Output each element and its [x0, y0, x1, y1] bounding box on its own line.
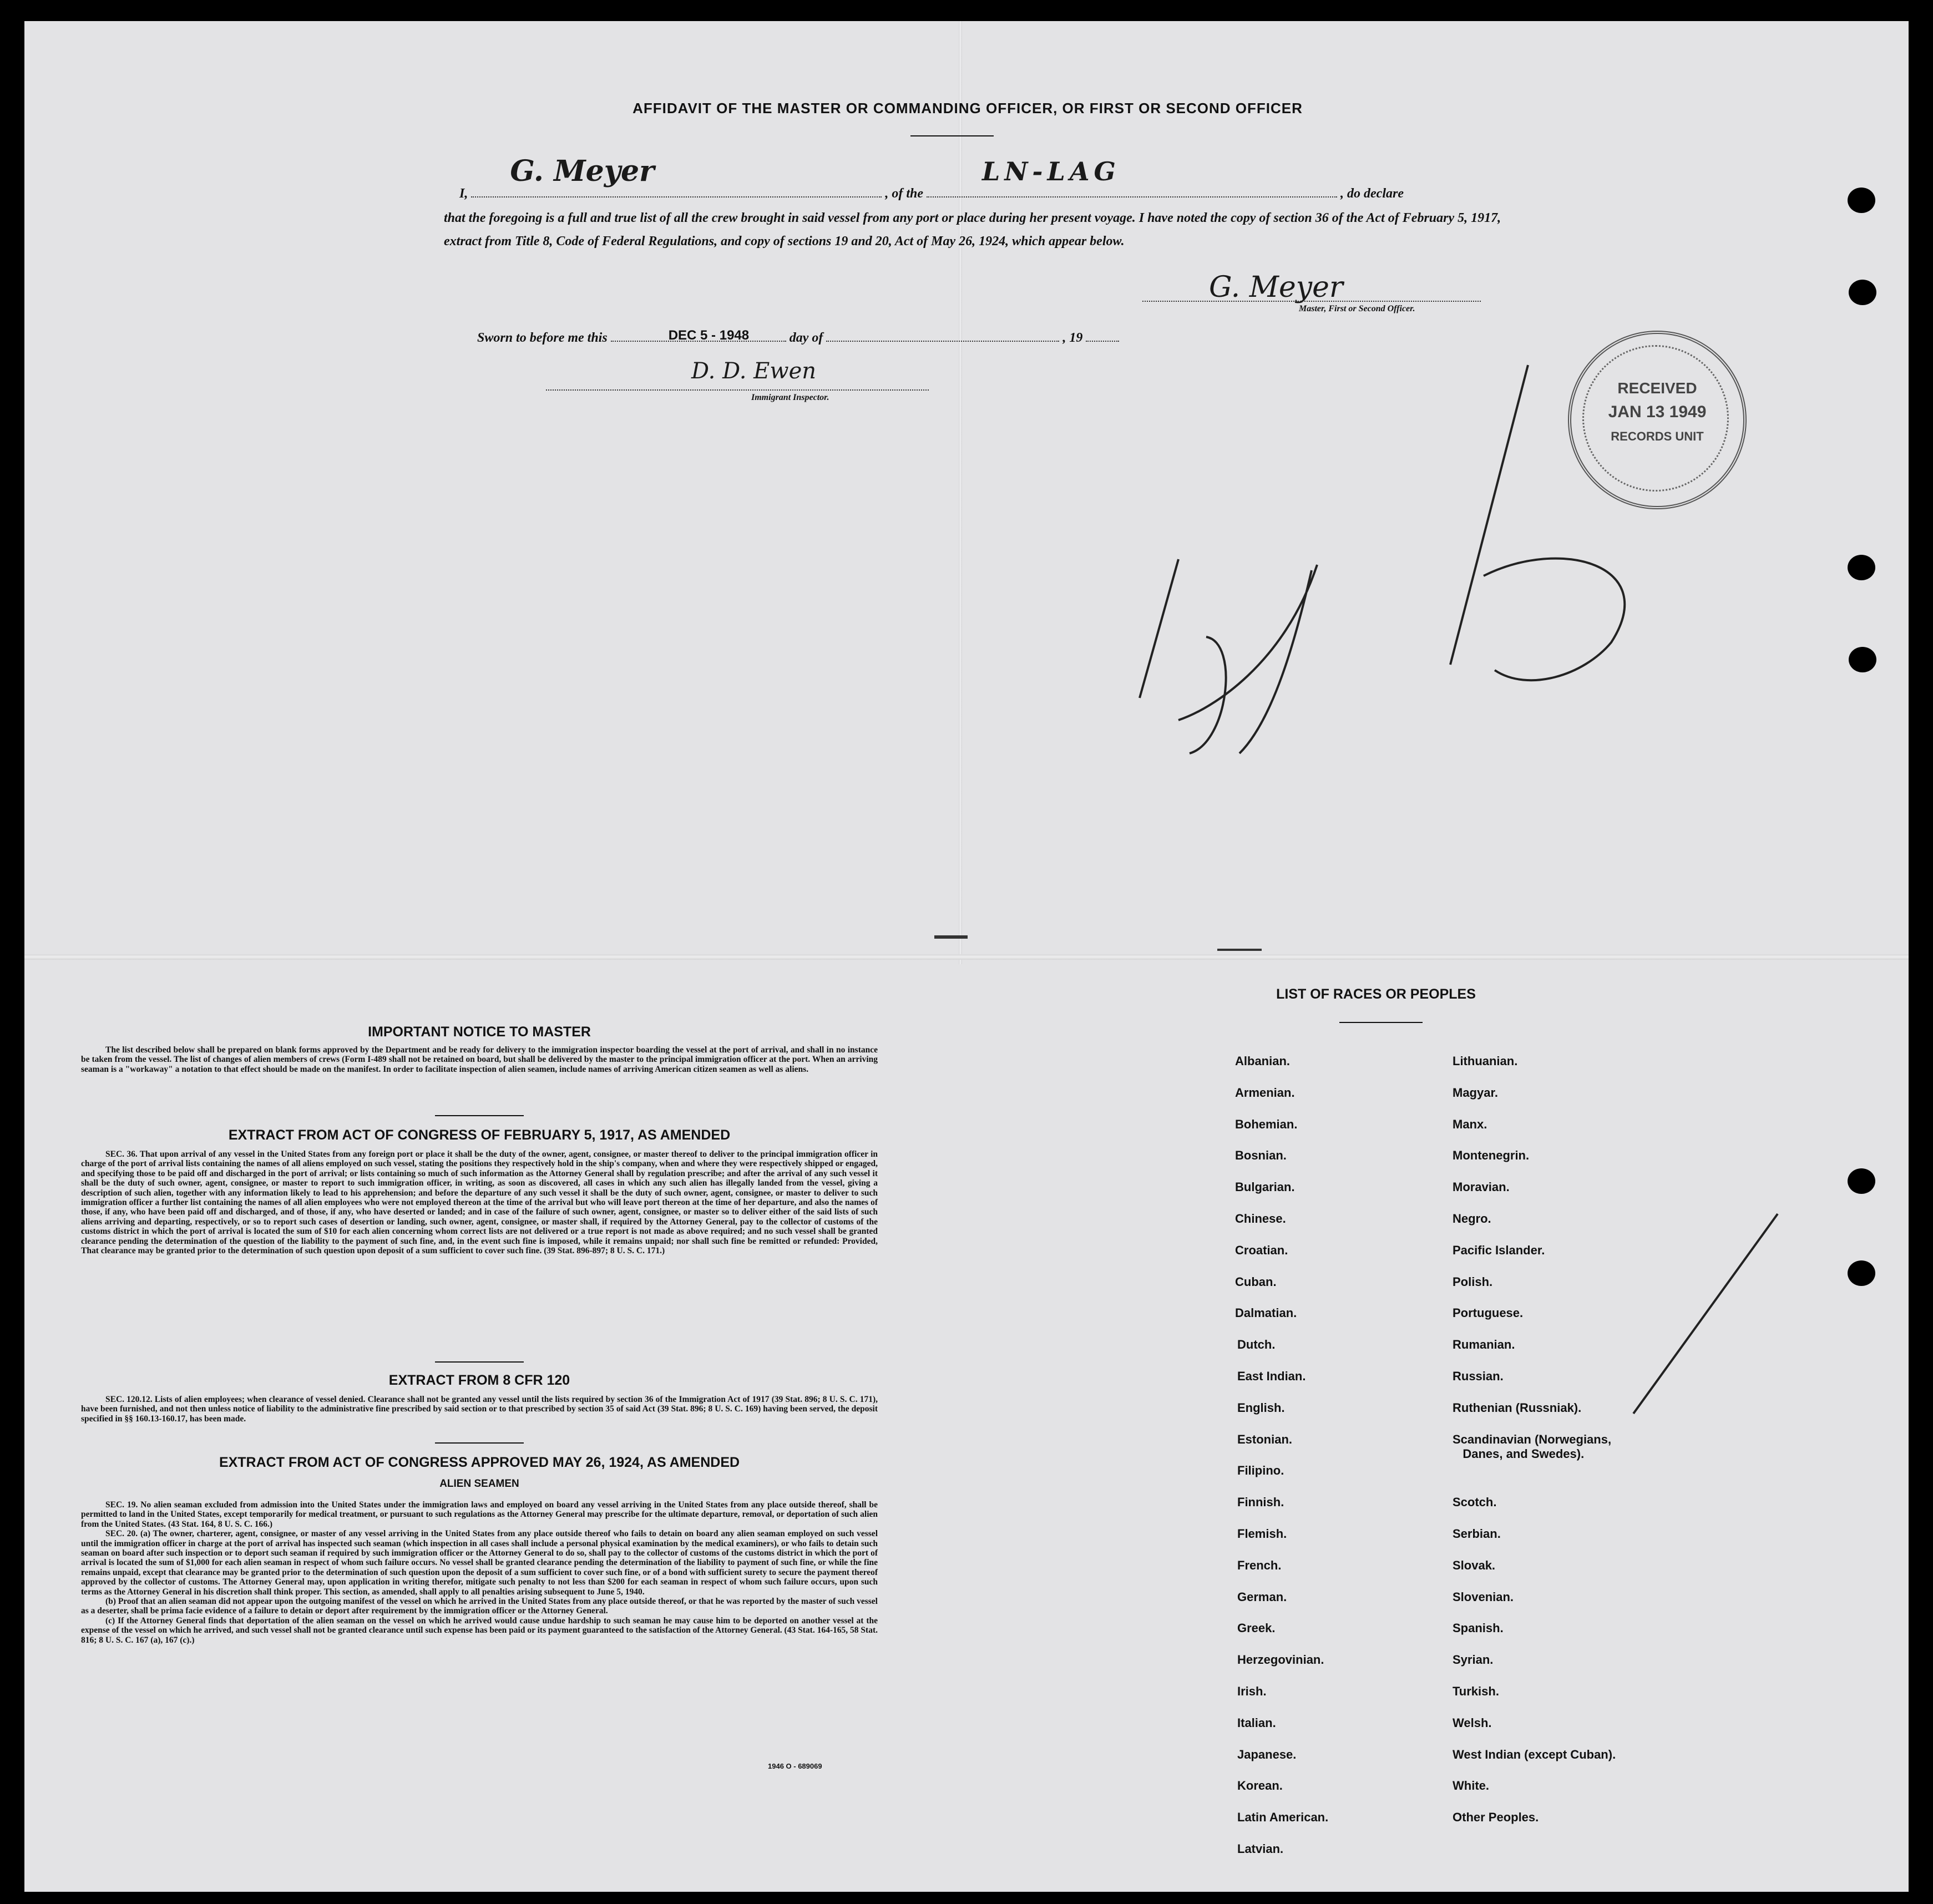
extract-1924-text	[81, 1500, 878, 1645]
race-list-item: Korean.	[1237, 1779, 1283, 1793]
race-list-item: Bosnian.	[1235, 1148, 1287, 1163]
race-list-item: Lithuanian.	[1453, 1054, 1518, 1068]
race-list-item: Slovak.	[1453, 1558, 1496, 1572]
sworn-line	[477, 326, 1254, 350]
extract-1924-heading: EXTRACT FROM ACT OF CONGRESS APPROVED MAY 26, 1924, AS AMENDED	[219, 1455, 740, 1470]
race-list-item: Scandinavian (Norwegians, Danes, and Swedes).	[1453, 1432, 1612, 1461]
race-list-item: Latin American.	[1237, 1810, 1329, 1825]
race-list-item: Latvian.	[1237, 1842, 1284, 1856]
race-list-item: Chinese.	[1235, 1212, 1286, 1226]
race-list-item: Filipino.	[1237, 1464, 1284, 1478]
vessel-field	[927, 156, 1337, 198]
race-list-item: Albanian.	[1235, 1054, 1291, 1068]
race-list-item: Portuguese.	[1453, 1306, 1524, 1320]
extract-1917-text	[81, 1150, 878, 1255]
punch-hole	[1848, 1260, 1875, 1286]
declarant-prefix: I,	[459, 186, 468, 201]
day-of-label: day of	[789, 331, 823, 345]
race-list-item: Japanese.	[1237, 1747, 1297, 1761]
race-list-item: Armenian.	[1235, 1085, 1295, 1100]
handwritten-number-125	[1129, 354, 1656, 798]
stamp-date: JAN 13 1949	[1608, 403, 1707, 421]
inspector-caption: Immigrant Inspector.	[751, 393, 829, 402]
race-list-item: Polish.	[1453, 1274, 1493, 1289]
title-rule	[910, 135, 994, 136]
master-signature: G. Meyer	[1209, 271, 1343, 304]
sec-20c-paragraph: (c) If the Attorney General finds that deportation of the alien seaman on the vessel on which he arrived would cause undue hardship to such seaman he may cause him to be deported on another vessel at the expense of the vessel on which he arrived, and such vessel shall not be granted clearance until such expense has been paid or its payment guaranteed to the satisfaction of the Attorney General. (43 Stat. 164-165, 58 Stat. 816; 8 U. S. C. 167 (a), 167 (c).)	[81, 1616, 878, 1645]
race-list-item: Syrian.	[1453, 1653, 1494, 1667]
punch-hole	[1848, 188, 1875, 213]
race-list-item: Flemish.	[1237, 1527, 1287, 1541]
sworn-date-stamp: DEC 5 - 1948	[668, 328, 750, 343]
race-list-item: Serbian.	[1453, 1527, 1501, 1541]
race-list-item: Welsh.	[1453, 1715, 1492, 1730]
race-list-item: Negro.	[1453, 1212, 1491, 1226]
race-list-item: German.	[1237, 1589, 1287, 1604]
race-list-item: Croatian.	[1235, 1243, 1288, 1257]
alien-seamen-subheading: ALIEN SEAMEN	[439, 1478, 519, 1490]
affidavit-line-1	[459, 154, 1522, 205]
master-signature-block	[1142, 271, 1481, 315]
race-list-item: Italian.	[1237, 1715, 1276, 1730]
race-list-item: Turkish.	[1453, 1684, 1499, 1698]
race-list-item: Montenegrin.	[1453, 1148, 1530, 1163]
race-list-item: Estonian.	[1237, 1432, 1293, 1446]
handwritten-slash	[1622, 1203, 1789, 1425]
do-declare-label: , do declare	[1340, 186, 1404, 201]
race-list-item: Bohemian.	[1235, 1117, 1298, 1131]
race-list-item: East Indian.	[1237, 1369, 1306, 1383]
affidavit-title: AFFIDAVIT OF THE MASTER OR COMMANDING OFFICER, OR FIRST OR SECOND OFFICER	[632, 100, 1303, 117]
extract-cfr-text	[81, 1395, 878, 1424]
race-list-item: Slovenian.	[1453, 1589, 1514, 1604]
race-list-item: Manx.	[1453, 1117, 1487, 1131]
declarant-signature: G. Meyer	[510, 154, 655, 188]
race-list-item: Moravian.	[1453, 1180, 1510, 1194]
race-list-item: Greek.	[1237, 1621, 1276, 1635]
sec-20a-paragraph: SEC. 20. (a) The owner, charterer, agent, consignee, or master of any vessel arriving in the United States from any place outside thereof who fails to detain on board any alien seaman employed on such vessel until the immigration officer in charge at the port of arrival has inspected such seaman (which inspection in all cases shall include a personal physical examination by the medical examiners), or who fails to detain such seaman on board after such inspection or to deport such seaman if required by such immigration officer or the Attorney General to do so, shall pay to the collector of customs of the customs district in which the port of arrival is located the sum of $1,000 for each alien seaman in respect of whom such failure occurs. No vessel shall be granted clearance pending the determination of the liability to payment of such fine, or while the fine remains unpaid, except that clearance may be granted prior to the determination of such question upon the deposit of a sum sufficient to cover such fine, or of a bond with sufficient surety to secure the payment thereof approved by the collector of customs. The Attorney General may, upon application in writing therefor, mitigate such penalty to not less than $200 for each seaman in respect of whom such failure occurs, upon such terms as the Attorney General in his discretion shall think proper. This section, as amended, shall apply to all penalties arising subsequent to June 5, 1940.	[81, 1529, 878, 1597]
month-field	[826, 328, 1059, 342]
race-list-item: Other Peoples.	[1453, 1810, 1539, 1825]
race-list-item: West Indian (except Cuban).	[1453, 1747, 1616, 1761]
affidavit-body: that the foregoing is a full and true list of all the crew brought in said vessel from any port or place during her present voyage. I have noted the copy of section 36 of the Act of February 5, 1917, extract from Title 8, Code of Federal Regulations, and copy of sections 19 and 20, Act of May 26, 1924, which appear below.	[444, 211, 1501, 249]
fold-line-vertical	[959, 21, 962, 964]
race-list-item: Russian.	[1453, 1369, 1504, 1383]
race-list-item: Cuban.	[1235, 1274, 1277, 1289]
notice-heading: IMPORTANT NOTICE TO MASTER	[368, 1024, 591, 1040]
inspector-signature-block	[546, 354, 951, 421]
notice-paragraph: The list described below shall be prepared on blank forms approved by the Department and be ready for delivery to the immigration inspector boarding the vessel at the port of arrival, and shall in no instance be taken from the vessel. The list of changes of alien members of crews (Form I-489 shall not be retained on board, but shall be delivered by the master to the principal immigration officer at the port. When an arriving seaman is a "workaway" a notation to that effect should be made on the manifest. In order to facilitate inspection of alien seamen, include names of arriving American citizen seamen as well as aliens.	[81, 1045, 878, 1074]
sec-20b-paragraph: (b) Proof that an alien seaman did not appear upon the outgoing manifest of the vessel on which he arrived in the United States from any place outside thereof, or that he was reported by the master of such vessel as a deserter, shall be prima facie evidence of a failure to detain or deport after requirement by the immigration officer or the Attorney General.	[81, 1597, 878, 1616]
declarant-name-field	[471, 154, 882, 198]
fold-line-horizontal	[24, 954, 1909, 960]
punch-hole	[1848, 1168, 1875, 1194]
year-field	[1086, 328, 1119, 342]
race-list-item: Herzegovinian.	[1237, 1653, 1324, 1667]
race-list-item: Magyar.	[1453, 1085, 1498, 1100]
vessel-name: LN-LAG	[982, 156, 1120, 186]
master-caption: Master, First or Second Officer.	[1299, 304, 1415, 313]
sworn-date-field	[611, 328, 786, 342]
race-list-item: Scotch.	[1453, 1495, 1497, 1510]
race-list-item: French.	[1237, 1558, 1282, 1572]
race-list-item: Ruthenian (Russniak).	[1453, 1400, 1582, 1415]
punch-hole	[1849, 647, 1876, 672]
race-list-item: Finnish.	[1237, 1495, 1284, 1510]
sec-120-12-paragraph: SEC. 120.12. Lists of alien employees; when clearance of vessel denied. Clearance shall not be granted any vessel until the lists required by section 36 of the Immigration Act of 1917 (39 Stat. 896; 8 U. S. C. 171), have been furnished, and not then unless notice of liability to the administrative fine prescribed by said section or to that prescribed by section 35 of said Act (39 Stat. 896; 8 U. S. C. 169) having been served, the deposit specified in §§ 160.13-160.17, has been made.	[81, 1395, 878, 1424]
extract-cfr-heading: EXTRACT FROM 8 CFR 120	[388, 1373, 570, 1388]
race-list-item: English.	[1237, 1400, 1285, 1415]
race-list-item: Spanish.	[1453, 1621, 1504, 1635]
race-list-item: Pacific Islander.	[1453, 1243, 1545, 1257]
punch-hole	[1848, 555, 1875, 580]
race-list-item: Bulgarian.	[1235, 1180, 1295, 1194]
of-the-label: , of the	[885, 186, 924, 201]
race-list-item: White.	[1453, 1779, 1489, 1793]
sec-36-paragraph: SEC. 36. That upon arrival of any vessel in the United States from any foreign port or place it shall be the duty of the owner, agent, consignee, or master thereof to deliver to the principal immigration officer in charge of the port of arrival lists containing the names of all aliens employed on such vessel, stating the positions they respectively hold in the ship's company, when and where they were respectively shipped or engaged, and specifying those to be paid off and discharged in the port of arrival; or lists containing so much of such information as the Attorney General shall by regulation prescribe; and after the arrival of any such vessel it shall be the duty of such owner, agent, consignee, or master to report to such immigration officer, in writing, as soon as discovered, all cases in which any such alien has illegally landed from the vessel, giving a description of such alien, together with any information likely to lead to his apprehension; and before the departure of any such vessel it shall be the duty of such owner, agent, consignee, or master to deliver to such immigration officer a further list containing the names of all alien employees who were not employed thereon at the time of the arrival but who will leave port thereon at the time of her departure, and also the names of those, if any, who have been paid off and discharged, and of those, if any, who have deserted or landed; and in case of the failure of such owner, agent, consignee, or master so to deliver either of the said lists of such aliens arriving and departing, respectively, or so to report such cases of desertion or landing, such owner, agent, consignee, or master shall, if required by the Attorney General, pay to the collector of customs of the customs district in which the port of arrival is located the sum of $10 for each alien concerning whom correct lists are not delivered or a true report is not made as above required; and no such vessel shall be granted clearance pending the determination of the question of the liability to the payment of such fine, and, in the event such fine is imposed, while it remains unpaid; nor shall such fine be remitted or refunded: Provided, That clearance may be granted prior to the determination of such question upon deposit of a sum sufficient to cover such fine. (39 Stat. 896-897; 8 U. S. C. 171.)	[81, 1150, 878, 1256]
races-heading: LIST OF RACES OR PEOPLES	[1276, 986, 1476, 1002]
punch-hole	[1849, 280, 1876, 305]
race-list-item: Dalmatian.	[1235, 1306, 1297, 1320]
document-page	[24, 21, 1909, 1892]
extract-1917-heading: EXTRACT FROM ACT OF CONGRESS OF FEBRUARY 5, 1917, AS AMENDED	[228, 1127, 731, 1143]
stamp-received: RECEIVED	[1617, 379, 1697, 397]
race-list-item: Rumanian.	[1453, 1338, 1515, 1352]
race-list-item: Irish.	[1237, 1684, 1267, 1698]
year-prefix: , 19	[1062, 331, 1083, 345]
notice-text	[81, 1045, 878, 1074]
print-code: 1946 O - 689069	[768, 1762, 822, 1770]
race-list-item: Dutch.	[1237, 1338, 1276, 1352]
sworn-label: Sworn to before me this	[477, 331, 608, 345]
stamp-unit: RECORDS UNIT	[1611, 429, 1704, 443]
inspector-signature: D. D. Ewen	[691, 358, 817, 384]
sec-19-paragraph: SEC. 19. No alien seaman excluded from admission into the United States under the immigration laws and employed on board any vessel arriving in the United States from any place outside thereof, shall be permitted to land in the United States, except temporarily for medical treatment, or pursuant to such regulations as the Attorney General may prescribe for the ultimate departure, removal, or deportation of such alien from the United States. (43 Stat. 164, 8 U. S. C. 166.)	[81, 1500, 878, 1529]
